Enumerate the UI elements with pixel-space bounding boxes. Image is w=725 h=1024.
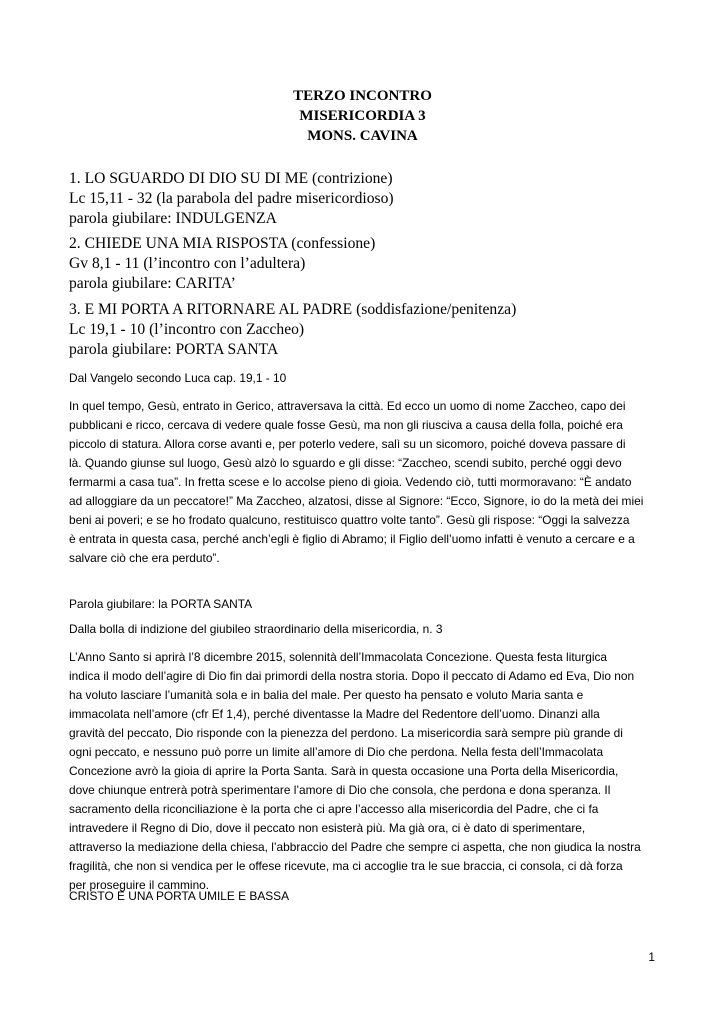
- text-line: sacramento della riconciliazione è la porta che ci apre l’accesso alla misericordia del Padre, che ci fa: [69, 802, 599, 816]
- page-number: 1: [648, 950, 655, 964]
- text-line: In quel tempo, Gesù, entrato in Gerico, attraversava la città. Ed ecco un uomo di nome Zaccheo, capo dei: [69, 399, 626, 413]
- section-1: [69, 169, 689, 229]
- gospel-paragraph: [69, 397, 669, 568]
- section-2: [69, 234, 689, 294]
- text-line: attraverso la mediazione della chiesa, l’abbraccio del Padre che sempre ci aspetta, che non giudica la nostra: [69, 840, 641, 854]
- text-line: fermarmi a casa tua”. In fretta scese e lo accolse pieno di gioia. Vedendo ciò, tutti mormoravano: “È andato: [69, 475, 632, 489]
- text-line: pubblicani e ricco, cercava di vedere quale fosse Gesù, ma non gli riusciva a causa della folla, poiché era: [69, 418, 623, 432]
- section-3: [69, 300, 689, 360]
- text-line: indica il modo dell’agire di Dio fin dai primordi della nostra storia. Dopo il peccato di Adamo ed Eva, Dio non: [69, 669, 635, 683]
- text-line: gravità del peccato, Dio risponde con la pienezza del perdono. La misericordia sarà sempre più grande di: [69, 726, 623, 740]
- text-line: dove chiunque entrerà potrà sperimentare l’amore di Dio che consola, che perdona e dona speranza. Il: [69, 783, 611, 797]
- section-heading: 2. CHIEDE UNA MIA RISPOSTA (confessione): [69, 235, 376, 252]
- text-line: intravedere il Regno di Dio, dove il peccato non esisterà più. Ma già ora, ci è dato di sperimentare,: [69, 821, 586, 835]
- text-line: beni ai poveri; e se ho frodato qualcuno, restituisco quattro volte tanto”. Gesù gli rispose: “Oggi la salvezza: [69, 513, 630, 527]
- text-line: Concezione avrò la gioia di aprire la Porta Santa. Sarà in questa occasione una Porta della Misericordia,: [69, 764, 619, 778]
- section-reference: Gv 8,1 - 11 (l’incontro con l’adultera): [69, 255, 306, 272]
- section-word: parola giubilare: PORTA SANTA: [69, 341, 279, 358]
- title-line: MONS. CAVINA: [307, 128, 418, 144]
- text-line: fragilità, che non si vendica per le offese ricevute, ma ci accoglie tra le sue braccia, ci consola, ci dà forza: [69, 859, 623, 873]
- text-line: per proseguire il cammino.: [69, 878, 210, 892]
- text-line: ha voluto lasciare l’umanità sola e in balia del male. Per questo ha pensato e voluto Maria santa e: [69, 688, 584, 702]
- text-line: ogni peccato, e nessuno può porre un limite all’amore di Dio che perdona. Nella festa dell’Immacolata: [69, 745, 604, 759]
- document-title: [0, 86, 725, 146]
- section-word: parola giubilare: CARITA’: [69, 275, 236, 292]
- bull-source: Dalla bolla di indizione del giubileo straordinario della misericordia, n. 3: [69, 622, 443, 636]
- section-reference: Lc 19,1 - 10 (l’incontro con Zaccheo): [69, 321, 305, 338]
- bull-paragraph: [69, 648, 669, 895]
- gospel-intro: Dal Vangelo secondo Luca cap. 19,1 - 10: [69, 371, 287, 385]
- text-line: è entrata in questa casa, perché anch’egli è figlio di Abramo; il Figlio dell’uomo infatti è venuto a cercare e a: [69, 532, 635, 546]
- text-line: immacolata nell’amore (cfr Ef 1,4), perché diventasse la Madre del Redentore dell’uomo. Dinanzi alla: [69, 707, 600, 721]
- text-line: là. Quando giunse sul luogo, Gesù alzò lo sguardo e gli disse: “Zaccheo, scendi subito, perché oggi devo: [69, 456, 622, 470]
- section-heading: 1. LO SGUARDO DI DIO SU DI ME (contrizione): [69, 170, 393, 187]
- title-line: MISERICORDIA 3: [299, 108, 426, 124]
- closing-heading: CRISTO È UNA PORTA UMILE E BASSA: [69, 889, 290, 903]
- text-line: salvare ciò che era perduto”.: [69, 551, 220, 565]
- section-heading: 3. E MI PORTA A RITORNARE AL PADRE (soddisfazione/penitenza): [69, 301, 517, 318]
- section-reference: Lc 15,11 - 32 (la parabola del padre misericordioso): [69, 190, 394, 207]
- text-line: ad alloggiare da un peccatore!” Ma Zaccheo, alzatosi, disse al Signore: “Ecco, Signore, io do la metà dei miei: [69, 494, 644, 508]
- text-line: L’Anno Santo si aprirà l’8 dicembre 2015, solennità dell’Immacolata Concezione. Questa festa liturgica: [69, 650, 608, 664]
- jubilee-word: Parola giubilare: la PORTA SANTA: [69, 597, 253, 611]
- section-word: parola giubilare: INDULGENZA: [69, 210, 277, 227]
- text-line: piccolo di statura. Allora corse avanti e, per poterlo vedere, salì su un sicomoro, poiché doveva passare di: [69, 437, 626, 451]
- title-line: TERZO INCONTRO: [293, 88, 432, 104]
